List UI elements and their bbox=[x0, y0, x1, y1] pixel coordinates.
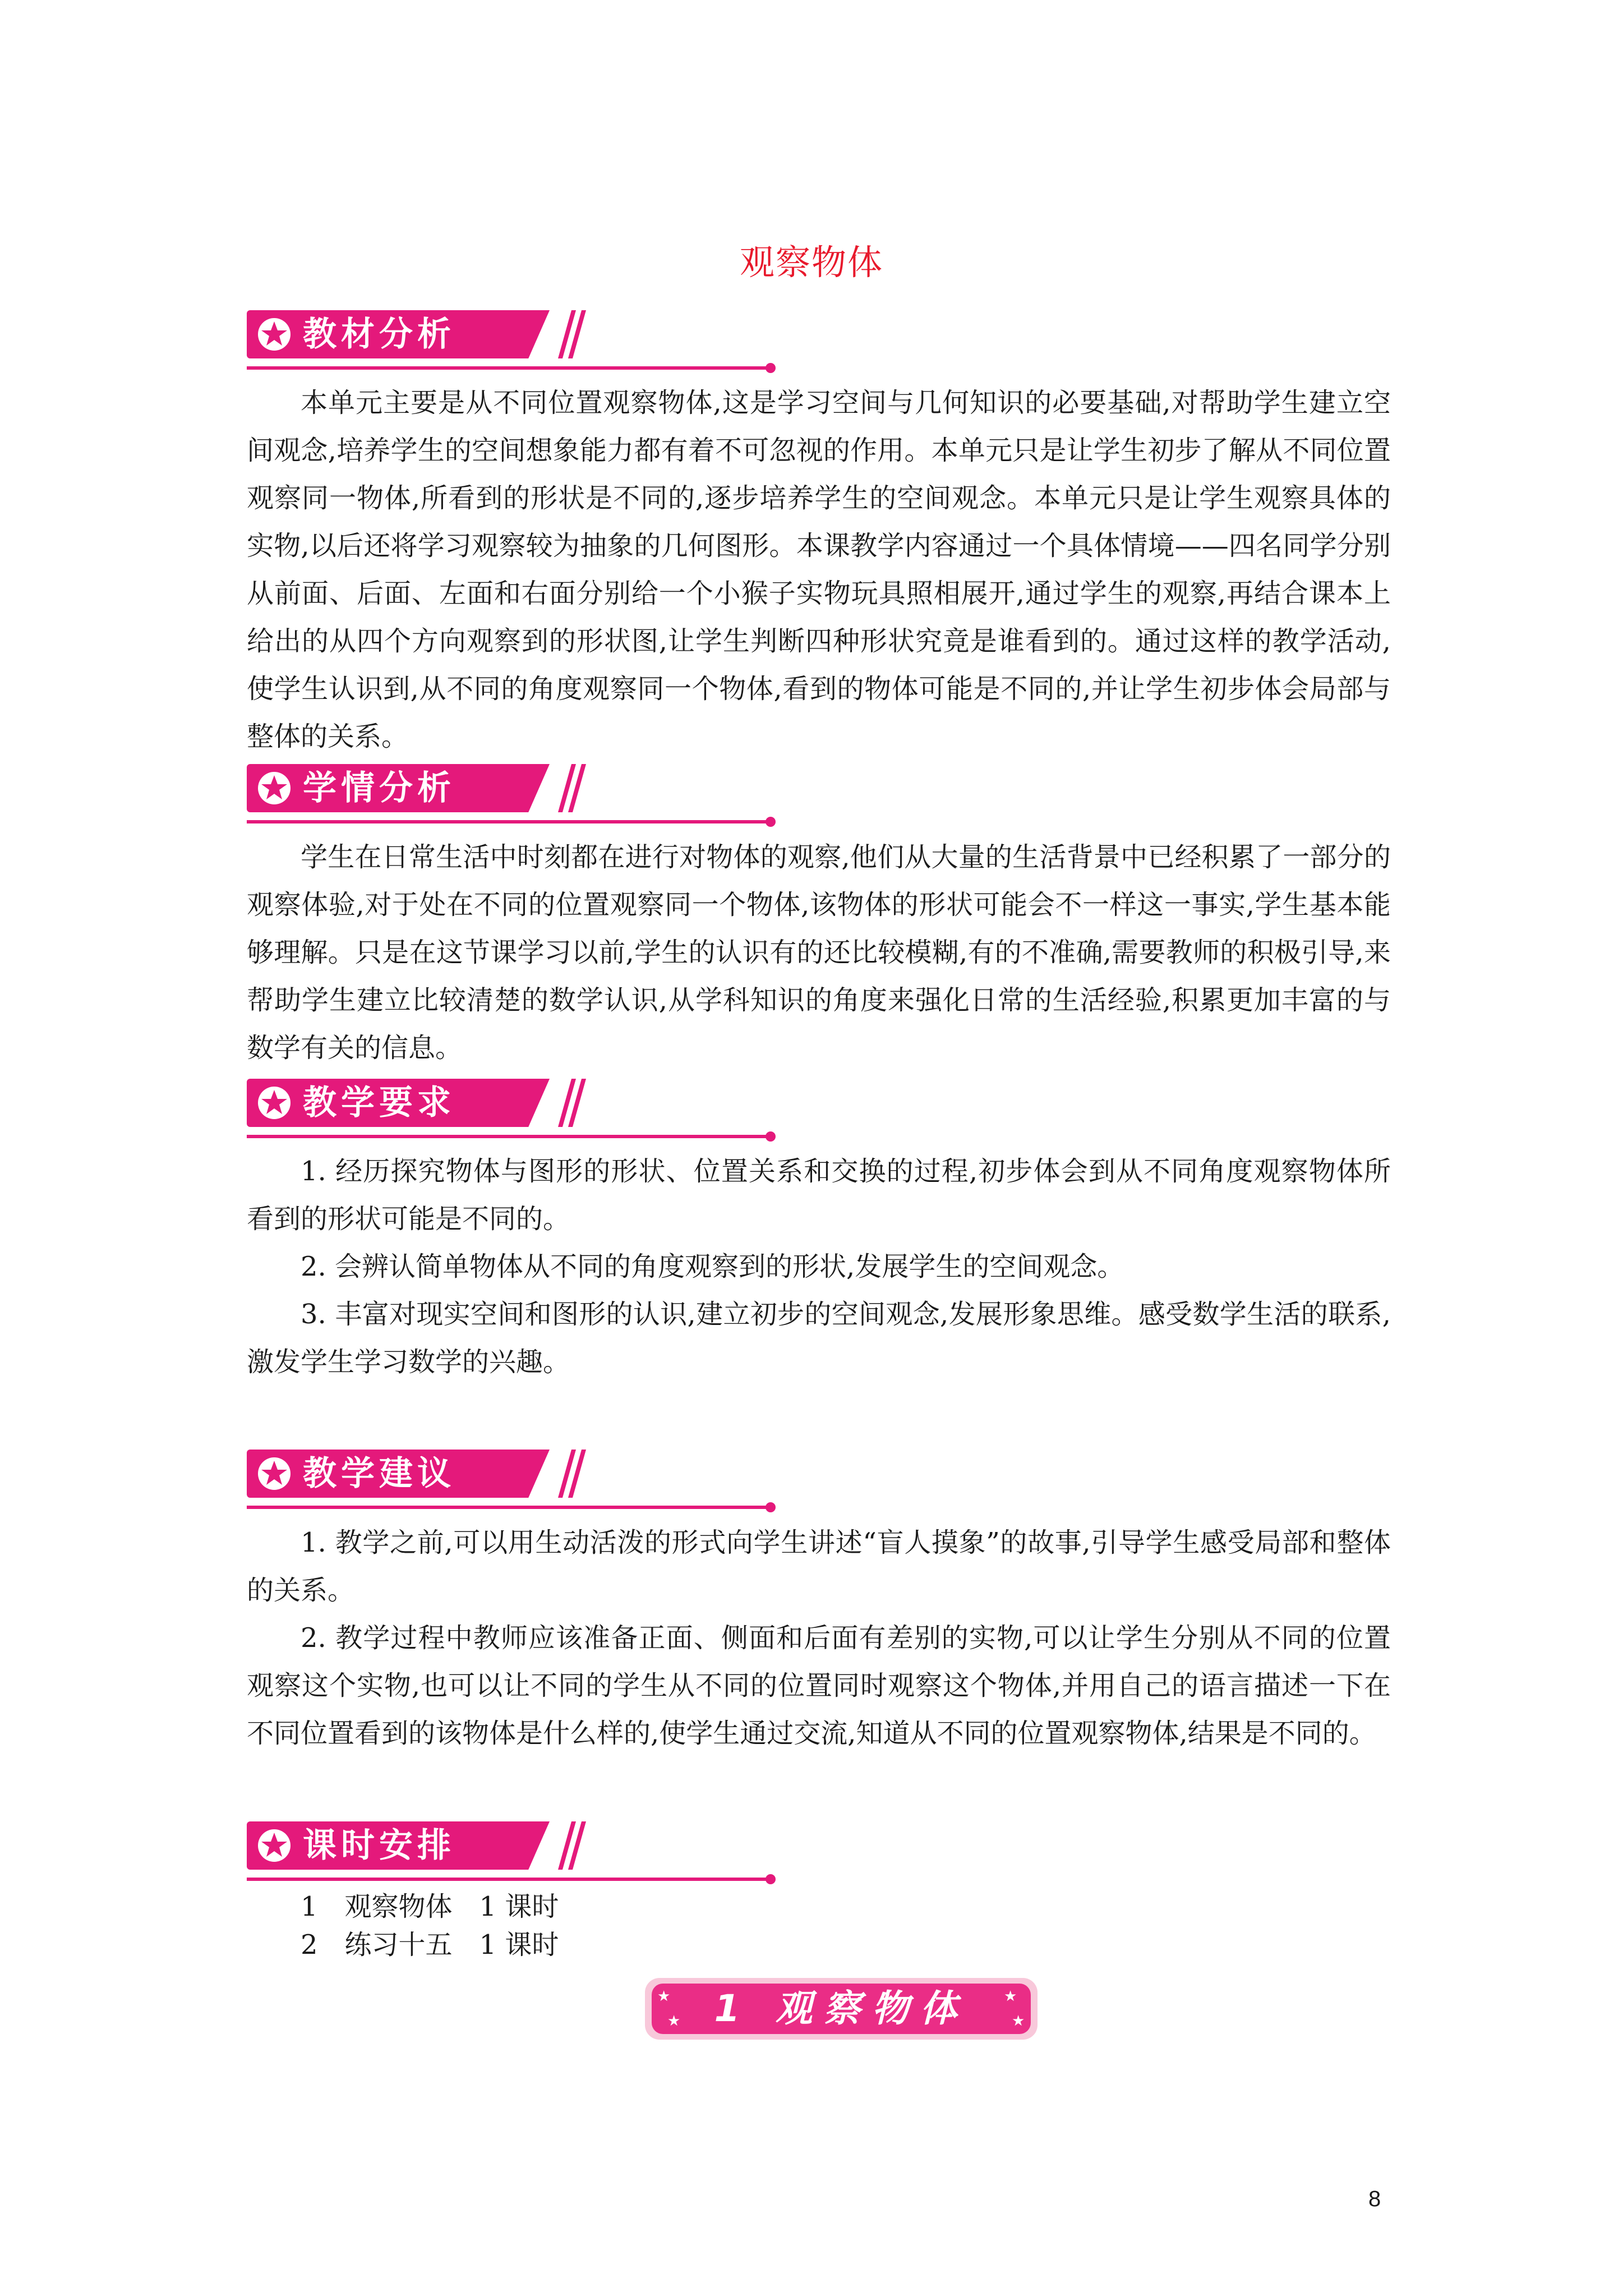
header-dot bbox=[766, 363, 776, 373]
header-dot bbox=[766, 1131, 776, 1142]
list-item: 2. 教学过程中教师应该准备正面、侧面和后面有差别的实物,可以让学生分别从不同的位置观察这个实物,也可以让不同的学生从不同的位置同时观察这个物体,并用自己的语言描述一下在不同位置看到的该物体是什么样的,使学生通过交流,知道从不同的位置观察物体,结果是不同的。 bbox=[247, 1622, 1391, 1749]
section-header-lesson-schedule bbox=[247, 1821, 785, 1886]
page-number: 8 bbox=[1368, 2187, 1381, 2211]
sparkle-icon: ★ bbox=[1012, 2013, 1025, 2030]
stripes-decoration bbox=[552, 764, 592, 812]
sparkle-icon: ★ bbox=[1004, 1988, 1017, 2005]
header-underline bbox=[247, 1506, 771, 1509]
section-header-textbook-analysis bbox=[247, 310, 785, 375]
section-label: 教学要求 bbox=[303, 1083, 455, 1122]
section-label: 教学建议 bbox=[303, 1454, 455, 1493]
document-title: 观察物体 bbox=[739, 242, 883, 283]
header-underline bbox=[247, 820, 771, 823]
list-item: 3. 丰富对现实空间和图形的认识,建立初步的空间观念,发展形象思维。感受数学生活的联系,激发学生学习数学的兴趣。 bbox=[247, 1299, 1391, 1378]
lesson-badge bbox=[645, 1978, 1038, 2040]
stripes-decoration bbox=[552, 1821, 592, 1870]
list-item: 2. 会辨认简单物体从不同的角度观察到的形状,发展学生的空间观念。 bbox=[301, 1251, 1124, 1282]
header-dot bbox=[766, 1502, 776, 1512]
sparkle-icon: ★ bbox=[657, 1988, 671, 2005]
header-underline bbox=[247, 366, 771, 370]
list-item: 1. 教学之前,可以用生动活泼的形式向学生讲述“盲人摸象”的故事,引导学生感受局部和整体的关系。 bbox=[247, 1527, 1391, 1606]
paragraph: 本单元主要是从不同位置观察物体,这是学习空间与几何知识的必要基础,对帮助学生建立空间观念,培养学生的空间想象能力都有着不可忽视的作用。本单元只是让学生初步了解从不同位置观察同一物体,所看到的形状是不同的,逐步培养学生的空间观念。本单元只是让学生观察具体的实物,以后还将学习观察较为抽象的几何图形。本课教学内容通过一个具体情境——四名同学分别从前面、后面、左面和右面分别给一个小猴子实物玩具照相展开,通过学生的观察,再结合课本上给出的从四个方向观察到的形状图,让学生判断四种形状究竟是谁看到的。通过这样的教学活动,使学生认识到,从不同的角度观察同一个物体,看到的物体可能是不同的,并让学生初步体会局部与整体的关系。 bbox=[247, 387, 1391, 752]
section-header-learner-analysis bbox=[247, 764, 785, 829]
star-icon bbox=[257, 1456, 292, 1491]
header-dot bbox=[766, 817, 776, 827]
list-item: 1. 经历探究物体与图形的形状、位置关系和交换的过程,初步体会到从不同角度观察物体所看到的形状可能是不同的。 bbox=[247, 1156, 1391, 1235]
star-icon bbox=[257, 1828, 292, 1863]
star-icon bbox=[257, 771, 292, 806]
badge-title: 1 观察物体 bbox=[714, 1987, 969, 2030]
schedule-item: 2 练习十五 1 课时 bbox=[301, 1929, 559, 1961]
star-icon bbox=[257, 317, 292, 352]
star-icon bbox=[257, 1085, 292, 1120]
stripes-decoration bbox=[552, 1450, 592, 1498]
header-underline bbox=[247, 1878, 771, 1881]
schedule-item: 1 观察物体 1 课时 bbox=[301, 1891, 559, 1922]
paragraph: 学生在日常生活中时刻都在进行对物体的观察,他们从大量的生活背景中已经积累了一部分的观察体验,对于处在不同的位置观察同一个物体,该物体的形状可能会不一样这一事实,学生基本能够理解。只是在这节课学习以前,学生的认识有的还比较模糊,有的不准确,需要教师的积极引导,来帮助学生建立比较清楚的数学认识,从学科知识的角度来强化日常的生活经验,积累更加丰富的与数学有关的信息。 bbox=[247, 841, 1391, 1064]
header-dot bbox=[766, 1874, 776, 1884]
section-header-teaching-suggestions bbox=[247, 1450, 785, 1514]
section-label: 学情分析 bbox=[303, 769, 455, 808]
stripes-decoration bbox=[552, 1079, 592, 1127]
section-header-teaching-requirements bbox=[247, 1079, 785, 1143]
section-label: 课时安排 bbox=[303, 1826, 455, 1865]
stripes-decoration bbox=[552, 310, 592, 358]
sparkle-icon: ★ bbox=[667, 2013, 681, 2030]
section-label: 教材分析 bbox=[303, 315, 455, 354]
header-underline bbox=[247, 1135, 771, 1138]
